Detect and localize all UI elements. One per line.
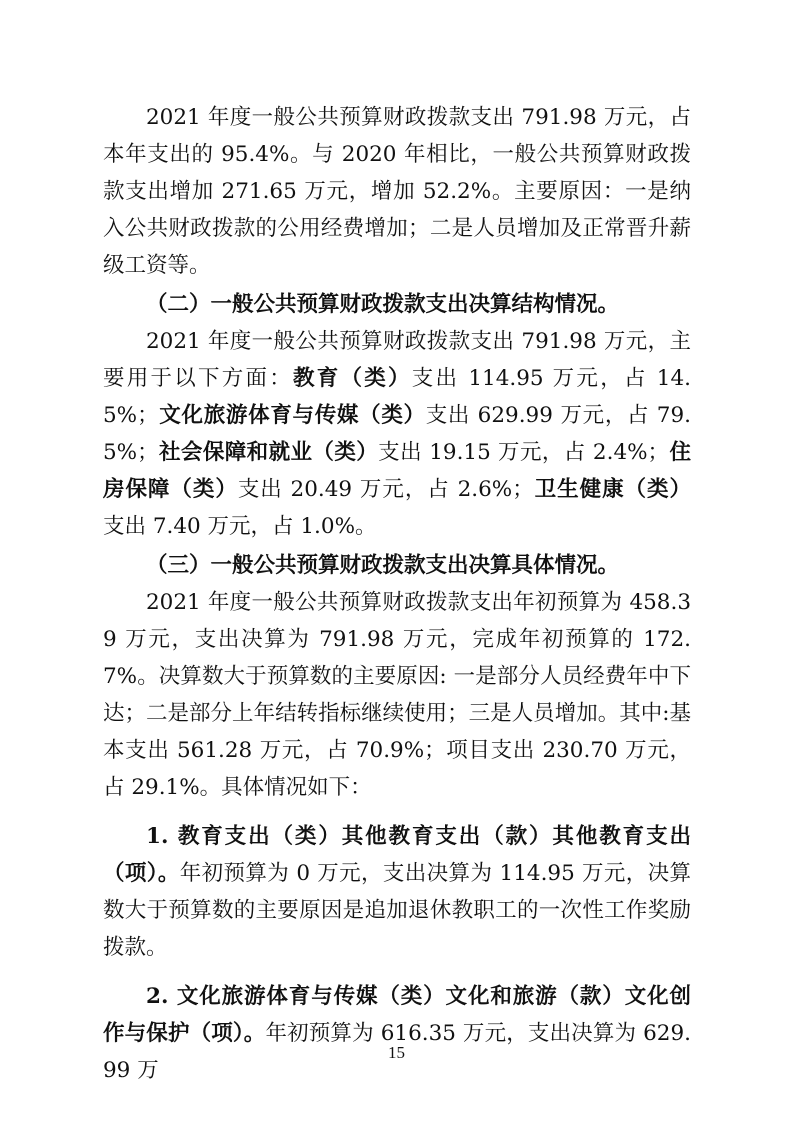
paragraph-expenditure-details: 2021 年度一般公共预算财政拨款支出年初预算为 458.39 万元，支出决算为 791.98 万元，完成年初预算的 172.7%。决算数大于预算数的主要原因: 一是部分人员经费年中下达；二是部分上年结转指标继续使用；三是人员增加。其中:基本支出 561.28 万元，占 70.9%；项目支出 230.70 万元，占 29.1%。具体情况如下： — [103, 590, 691, 800]
page-number: 15 — [388, 1043, 405, 1062]
item-label-culture: 2. 文化旅游体育与传媒（类）文化和旅游（款）文化创作与保护（项）。 — [103, 984, 691, 1046]
paragraph-item-culture — [103, 978, 691, 1089]
paragraph-expenditure-summary: 2021 年度一般公共预算财政拨款支出 791.98 万元，占本年支出的 95.4%。与 2020 年相比，一般公共预算财政拨款支出增加 271.65 万元，增加 52.2%。主要原因：一是纳入公共财政拨款的公用经费增加；二是人员增加及正常晋升薪级工资等。 — [103, 105, 691, 278]
structure-intro: 2021 年度一般公共预算财政拨款支出 791.98 万元，主要用于以下方面： — [103, 329, 691, 391]
category-text-education: 支出 114.95 万元，占 14.5%； — [103, 366, 691, 428]
paragraph-expenditure-structure — [103, 323, 691, 545]
item-text-culture: 年初预算为 616.35 万元，支出决算为 629.99 万 — [103, 1021, 691, 1083]
category-label-culture: 文化旅游体育与传媒（类） — [158, 403, 426, 428]
category-label-education: 教育（类） — [293, 366, 412, 391]
category-label-health: 卫生健康（类） — [533, 477, 691, 502]
category-text-health: 支出 7.40 万元，占 1.0%。 — [103, 514, 377, 539]
category-label-housing: 住房保障（类） — [103, 440, 691, 502]
category-text-housing: 支出 20.49 万元，占 2.6%； — [237, 477, 534, 502]
document-page — [103, 99, 691, 1089]
section-heading-details: （三）一般公共预算财政拨款支出决算具体情况。 — [146, 553, 620, 578]
section-heading-structure: （二）一般公共预算财政拨款支出决算结构情况。 — [146, 292, 620, 317]
item-text-education: 年初预算为 0 万元，支出决算为 114.95 万元，决算数大于预算数的主要原因是追加退休教职工的一次性工作奖励拨款。 — [103, 861, 691, 960]
category-text-social-security: 支出 19.15 万元，占 2.4%； — [378, 440, 670, 465]
item-label-education: 1. 教育支出（类）其他教育支出（款）其他教育支出（项）。 — [103, 824, 691, 886]
category-text-culture: 支出 629.99 万元，占 79.5%； — [103, 403, 691, 465]
category-label-social-security: 社会保障和就业（类） — [158, 440, 379, 465]
paragraph-item-education — [103, 818, 691, 966]
